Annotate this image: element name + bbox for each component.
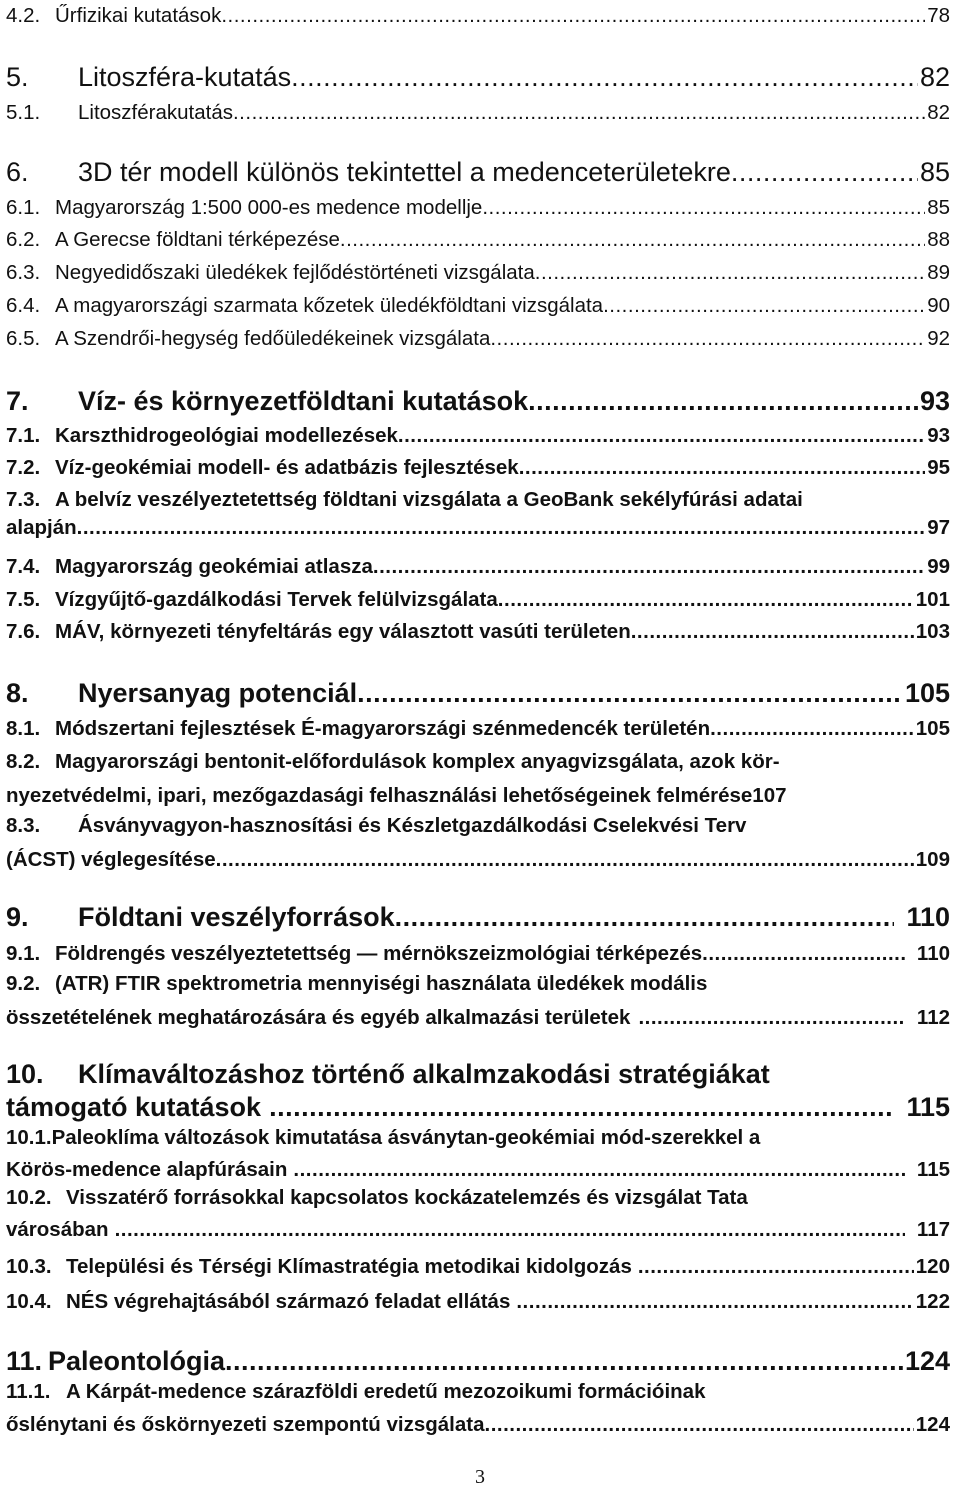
toc-entry-number: 6. — [6, 157, 29, 187]
toc-entry — [6, 157, 950, 188]
toc-entry-number: 7.1. — [6, 424, 41, 447]
toc-entry — [6, 620, 950, 644]
toc-entry-number: 7.6. — [6, 620, 41, 643]
toc-entry-number: 6.1. — [6, 196, 41, 219]
toc-entry-number: 6.2. — [6, 228, 41, 251]
toc-entry-page: 78 — [927, 4, 950, 27]
toc-entry-number: 10.1. — [6, 1126, 52, 1149]
toc-entry — [6, 588, 950, 612]
toc-entry-number: 7.3. — [6, 488, 41, 511]
toc-entry — [6, 814, 950, 872]
toc-entry — [6, 1346, 950, 1377]
toc-entry — [6, 101, 950, 125]
toc-entry — [6, 1290, 950, 1314]
toc-leader — [510, 1290, 913, 1314]
toc-entry-title: Nyersanyag potenciál — [78, 678, 358, 708]
toc-entry-title-line2: Körös-medence alapfúrásain — [6, 1158, 288, 1181]
toc-leader — [233, 101, 925, 125]
toc-entry-title: Víz-geokémiai modell- és adatbázis fejlesztések — [55, 456, 519, 479]
toc-entry-number: 10. — [6, 1059, 44, 1089]
toc-entry-title: Települési és Térségi Klímastratégia metodikai kidolgozás — [66, 1255, 632, 1278]
toc-entry-page: 85 — [919, 157, 950, 187]
toc-entry-number: 5. — [6, 62, 29, 92]
toc-leader — [340, 228, 925, 252]
toc-entry-number: 11.1. — [6, 1380, 51, 1403]
toc-entry-number: 9.2. — [6, 972, 41, 995]
toc-entry-title: A magyarországi szarmata kőzetek üledékföldtani vizsgálata — [55, 294, 604, 317]
toc-entry — [6, 1380, 950, 1437]
toc-entry-title: Földrengés veszélyeztetettség — mérnökszeizmológiai térképezés — [55, 942, 703, 965]
toc-entry-page: 112 — [916, 1006, 950, 1029]
toc-entry-number: 10.4. — [6, 1290, 52, 1313]
toc-leader — [631, 620, 914, 644]
toc-leader — [535, 261, 925, 285]
toc-entry-number: 10.3. — [6, 1255, 52, 1278]
toc-entry-number: 7. — [6, 386, 29, 416]
toc-entry-page: 85 — [927, 196, 950, 219]
toc-entry-number: 10.2. — [6, 1186, 52, 1209]
toc-entry — [6, 678, 950, 709]
toc-entry-page: 120 — [915, 1255, 950, 1278]
toc-leader — [485, 1413, 914, 1437]
toc-entry-page: 103 — [915, 620, 950, 643]
toc-entry — [6, 1059, 950, 1123]
toc-leader — [395, 902, 895, 933]
toc-entry-title: Vízgyűjtő-gazdálkodási Tervek felülvizsgálata — [55, 588, 498, 611]
toc-entry-title-line2: alapján — [6, 516, 77, 539]
toc-entry-title: Űrfizikai kutatások — [55, 4, 222, 27]
toc-entry-page: 115 — [906, 1092, 950, 1122]
toc-entry-number: 9. — [6, 902, 29, 932]
toc-leader — [632, 1255, 914, 1279]
toc-entry-page: 105 — [904, 678, 950, 708]
toc-entry-page: 124 — [904, 1346, 950, 1376]
toc-leader — [702, 942, 905, 966]
toc-entry-number: 11. — [6, 1346, 43, 1376]
toc-leader — [710, 717, 914, 741]
toc-leader — [225, 1346, 903, 1377]
toc-entry-title-line1: A belvíz veszélyeztetettség földtani vizsgálata a GeoBank sekélyfúrási adatai — [55, 488, 803, 511]
toc-entry — [6, 972, 950, 1030]
toc-entry-page: 110 — [916, 942, 950, 965]
toc-leader — [291, 62, 918, 93]
toc-entry-title-line2: összetételének meghatározására és egyéb alkalmazási területek — [6, 1006, 631, 1029]
toc-entry-title: Földtani veszélyforrások — [78, 902, 395, 932]
toc-leader — [398, 424, 925, 448]
toc-leader — [109, 1218, 905, 1242]
toc-leader — [528, 386, 918, 417]
toc-leader — [519, 456, 925, 480]
toc-leader — [221, 4, 925, 28]
toc-entry-title: Paleontológia — [48, 1346, 226, 1376]
toc-entry — [6, 294, 950, 318]
toc-entry-number: 7.4. — [6, 555, 41, 578]
toc-entry — [6, 424, 950, 448]
toc-entry-page: 88 — [927, 228, 950, 251]
toc-entry-page: 105 — [915, 717, 950, 740]
toc-entry-page: 97 — [927, 516, 950, 539]
toc-entry-title: Negyedidőszaki üledékek fejlődéstörténeti vizsgálata — [55, 261, 535, 284]
toc-entry-page: 89 — [927, 261, 950, 284]
toc-leader — [630, 1006, 904, 1030]
toc-leader — [731, 157, 918, 188]
toc-entry-page: 99 — [927, 555, 950, 578]
page-number: 3 — [475, 1466, 485, 1488]
toc-entry-number: 7.5. — [6, 588, 41, 611]
toc-entry — [6, 327, 950, 351]
toc-entry — [6, 228, 950, 252]
toc-entry — [6, 261, 950, 285]
toc-entry-page: 107 — [752, 784, 787, 807]
toc-entry — [6, 456, 950, 480]
toc-entry-page: 101 — [915, 588, 950, 611]
toc-leader — [603, 294, 925, 318]
toc-entry-title: A Szendrői-hegység fedőüledékeinek vizsgálata — [55, 327, 491, 350]
toc-entry-number: 8. — [6, 678, 29, 708]
toc-entry-title: NÉS végrehajtásából származó feladat ellátás — [66, 1290, 511, 1313]
toc-entry — [6, 386, 950, 417]
toc-entry — [6, 902, 950, 933]
toc-entry — [6, 62, 950, 93]
toc-entry-page: 117 — [916, 1218, 950, 1241]
toc-entry — [6, 1255, 950, 1279]
toc-entry-title-line1: A Kárpát-medence szárazföldi eredetű mezozoikumi formációinak — [66, 1380, 706, 1403]
toc-entry-title-line1: Klímaváltozáshoz történő alkalmzakodási stratégiákat — [78, 1059, 770, 1089]
toc-entry-number: 8.1. — [6, 717, 41, 740]
toc-entry-number: 6.5. — [6, 327, 41, 350]
toc-entry-number: 8.3. — [6, 814, 41, 837]
toc-entry-title: MÁV, környezeti tényfeltárás egy választott vasúti területen — [55, 620, 631, 643]
toc-entry-number: 8.2. — [6, 750, 41, 773]
toc-entry-number: 7.2. — [6, 456, 41, 479]
toc-entry — [6, 750, 950, 808]
toc-entry-title-line1: Ásványvagyon-hasznosítási és Készletgazdálkodási Cselekvési Terv — [78, 814, 747, 837]
toc-entry-page: 92 — [927, 327, 950, 350]
toc-entry-title-line1: Visszatérő forrásokkal kapcsolatos kockázatelemzés és vizsgálat Tata — [66, 1186, 748, 1209]
toc-entry-title: Karszthidrogeológiai modellezések — [55, 424, 398, 447]
toc-entry-title: A Gerecse földtani térképezése — [55, 228, 340, 251]
toc-leader — [77, 516, 926, 540]
toc-entry-page: 109 — [915, 848, 950, 871]
toc-entry-number: 6.4. — [6, 294, 41, 317]
toc-entry-page: 95 — [927, 456, 950, 479]
toc-entry-title-line2: nyezetvédelmi, ipari, mezőgazdasági felhasználási lehetőségeinek felmérése — [6, 784, 753, 807]
toc-entry-page: 82 — [919, 62, 950, 92]
toc-leader — [490, 327, 925, 351]
toc-leader — [498, 588, 914, 612]
toc-entry-page: 124 — [915, 1413, 950, 1436]
toc-leader — [261, 1092, 894, 1123]
toc-entry-title: Litoszférakutatás — [78, 101, 233, 124]
toc-entry-title-line1: Magyarországi bentonit-előfordulások komplex anyagvizsgálata, azok kör- — [55, 750, 780, 773]
toc-leader — [482, 196, 925, 220]
toc-entry-page: 93 — [919, 386, 950, 416]
toc-entry-title: Litoszféra-kutatás — [78, 62, 292, 92]
toc-entry-number: 4.2. — [6, 4, 41, 27]
toc-entry-page: 122 — [915, 1290, 950, 1313]
toc-entry-number: 5.1. — [6, 101, 41, 124]
toc-entry-number: 6.3. — [6, 261, 41, 284]
toc-entry-number: 9.1. — [6, 942, 41, 965]
toc-entry — [6, 196, 950, 220]
toc-entry — [6, 555, 950, 579]
toc-entry-title: Víz- és környezetföldtani kutatások — [78, 386, 529, 416]
toc-entry-title: Magyarország geokémiai atlasza — [55, 555, 373, 578]
toc-entry-page: 90 — [927, 294, 950, 317]
toc-entry-title: Módszertani fejlesztések É-magyarországi szénmedencék területén — [55, 717, 711, 740]
toc-leader — [287, 1158, 905, 1182]
toc-entry — [6, 488, 950, 540]
toc-entry — [6, 717, 950, 741]
toc-entry-title-line1: Paleoklíma változások kimutatása ásványtan-geokémiai mód-szerekkel a — [51, 1126, 761, 1149]
toc-leader — [216, 848, 914, 872]
toc-entry-title: 3D tér modell különös tekintettel a medenceterületekre — [78, 157, 731, 187]
toc-leader — [373, 555, 925, 579]
toc-entry-title-line2: támogató kutatások — [6, 1092, 262, 1122]
toc-entry-page: 110 — [906, 902, 950, 932]
toc-leader — [357, 678, 903, 709]
toc-entry-title: Magyarország 1:500 000-es medence modellje — [55, 196, 483, 219]
toc-entry — [6, 4, 950, 28]
toc-entry-title-line2: városában — [6, 1218, 109, 1241]
toc-entry-title-line2: őslénytani és őskörnyezeti szempontú vizsgálata — [6, 1413, 485, 1436]
toc-entry-title-line1: (ATR) FTIR spektrometria mennyiségi használata üledékek modális — [55, 972, 708, 995]
toc-entry — [6, 1186, 950, 1242]
toc-entry-page: 93 — [927, 424, 950, 447]
toc-entry — [6, 942, 950, 966]
toc-entry — [6, 1126, 950, 1182]
toc-entry-title-line2: (ÁCST) véglegesítése — [6, 848, 216, 871]
toc-entry-page: 115 — [916, 1158, 950, 1181]
toc-entry-page: 82 — [927, 101, 950, 124]
